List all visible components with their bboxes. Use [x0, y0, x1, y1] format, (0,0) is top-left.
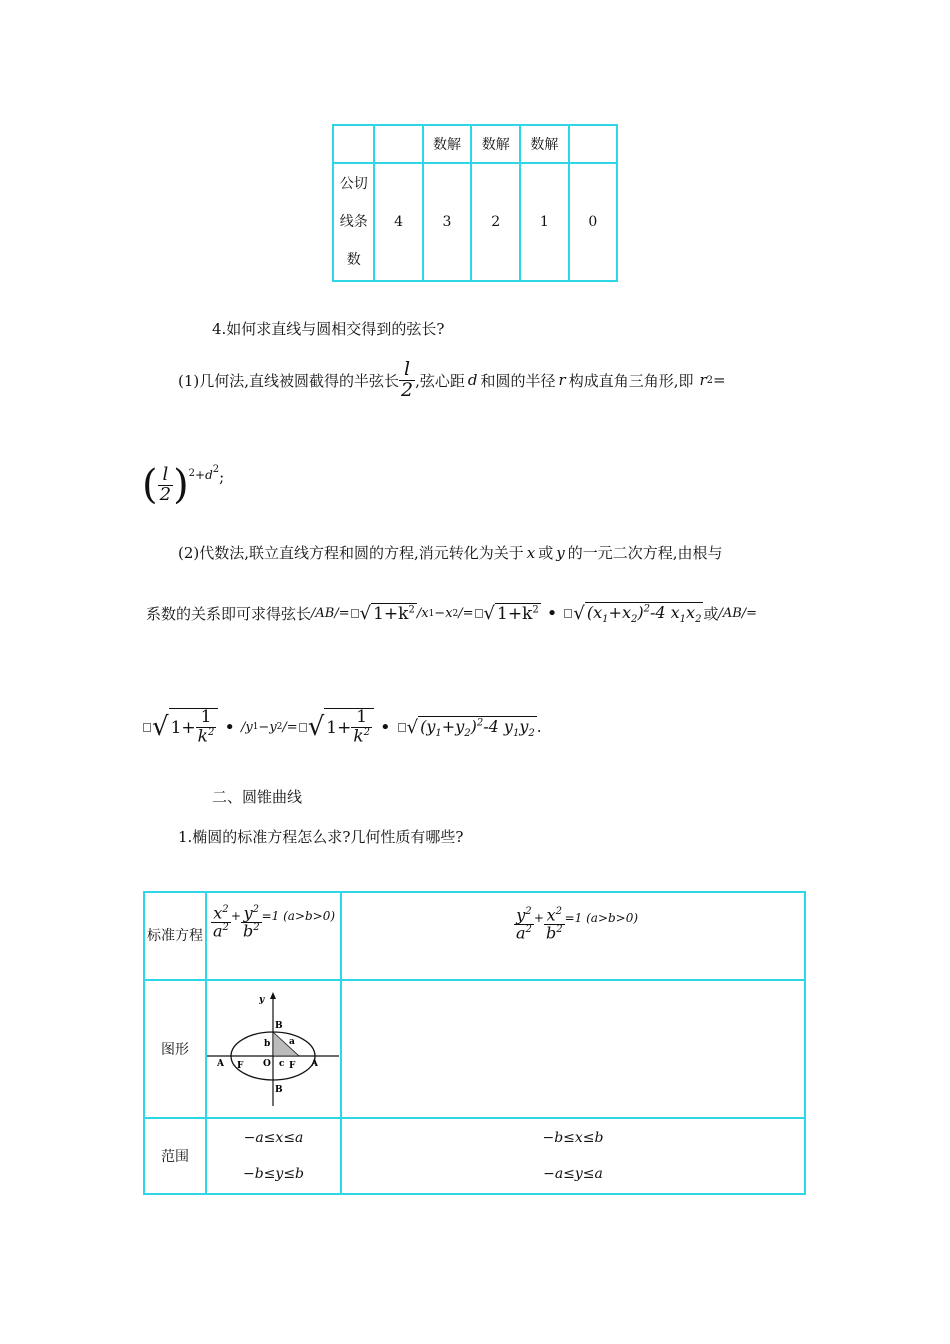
alg-line2: 系数的关系即可求得弦长	[146, 605, 312, 624]
y2-part: −y	[258, 719, 277, 735]
sup: 2	[222, 904, 229, 915]
den	[351, 728, 372, 747]
placeholder-box-icon	[299, 723, 307, 732]
radical-icon: √	[573, 603, 585, 625]
semicolon: ;	[219, 468, 225, 486]
placeholder-box-icon	[398, 723, 406, 732]
alg-text: (2)代数法,联立直线方程和圆的方程,消元转化为关于	[178, 544, 524, 562]
t: (x	[586, 603, 603, 622]
x2-over-a2	[211, 905, 231, 940]
fig-cell	[206, 980, 341, 1118]
sqrt-1-over-k2	[324, 708, 374, 746]
frac-num: l	[399, 360, 415, 381]
sup: 2	[476, 717, 484, 729]
sqrt-y-disc	[418, 716, 537, 739]
sub: 2	[528, 727, 535, 739]
row-label-line: 公切	[339, 176, 368, 192]
range-line: −a≤x≤a	[243, 1130, 304, 1146]
equals: =	[713, 371, 726, 390]
sub: 1	[252, 722, 259, 733]
sqrt-text: 1+k	[497, 604, 533, 625]
y: y	[243, 903, 253, 923]
t: -4 x	[649, 603, 680, 622]
label-b2: B	[275, 1021, 283, 1031]
dot: •	[546, 603, 558, 625]
var-r: r	[558, 371, 566, 390]
radical-icon: √	[483, 603, 496, 625]
b: b	[545, 923, 557, 943]
row-label	[333, 163, 374, 281]
t: 1+	[326, 717, 352, 738]
label-text: 图形	[161, 1042, 189, 1058]
geo-text: (1)几何法,直线被圆截得的半弦长	[178, 371, 400, 390]
row-label-line: 数	[346, 252, 361, 268]
section-title: 二、圆锥曲线	[212, 788, 303, 806]
sup: 2	[643, 603, 650, 615]
plus: +	[533, 911, 544, 925]
plus: +	[230, 909, 241, 923]
num: 1	[351, 709, 372, 728]
eq-cell-2	[341, 892, 805, 980]
t: 1+	[170, 717, 196, 738]
t: )	[637, 603, 644, 622]
k: k	[353, 726, 364, 747]
sup: 2	[706, 374, 714, 386]
var-y: y	[556, 544, 565, 562]
frac-num: l	[158, 466, 173, 486]
placeholder-box-icon	[351, 609, 359, 618]
eq1	[211, 905, 339, 940]
sub: 1	[679, 614, 687, 626]
sup: 2	[188, 468, 196, 479]
label-text: 标准方程	[147, 928, 203, 944]
t: )	[470, 716, 477, 736]
var-x: x	[526, 544, 536, 562]
l-over-2	[158, 463, 173, 505]
abs-eq: /=	[458, 606, 474, 622]
sub: 1	[435, 727, 442, 739]
label-b1: B	[275, 1085, 283, 1095]
eq-cond: =1 (a>b>0)	[261, 909, 336, 923]
sqrt-1k2	[495, 603, 541, 624]
a: a	[516, 923, 526, 943]
eq-cell-1	[206, 892, 341, 980]
frac-den: 2	[159, 483, 172, 505]
header-cell	[569, 125, 617, 163]
x2-part: −x	[434, 606, 453, 622]
geo-formula	[142, 462, 224, 508]
x: x	[546, 905, 556, 925]
r-squared: r	[699, 371, 707, 390]
label-range	[144, 1118, 206, 1194]
t: y	[519, 716, 529, 736]
sup: 2	[207, 726, 215, 738]
or-text: 或	[703, 605, 719, 624]
ellipse-figure	[207, 990, 339, 1108]
value-cell: 0	[569, 163, 617, 281]
ab-eq: /AB/=	[311, 606, 350, 622]
sup: 2	[252, 904, 259, 915]
radical-icon: √	[307, 712, 325, 743]
alg-or: 或	[538, 544, 554, 562]
range-cell-1	[206, 1118, 341, 1194]
label-o: O	[263, 1059, 271, 1069]
label-fig	[144, 980, 206, 1118]
eq-cond: =1 (a>b>0)	[564, 911, 639, 925]
sub: 2	[630, 614, 638, 626]
dot: •	[224, 716, 235, 738]
sup: 2	[363, 726, 371, 738]
t: +y	[441, 716, 465, 736]
sub: 2	[452, 608, 459, 619]
ellipse-question: 1.椭圆的标准方程怎么求?几何性质有哪些?	[178, 828, 464, 846]
y2-over-b2	[241, 905, 262, 940]
value-cell: 3	[423, 163, 472, 281]
one-over-k2	[196, 709, 217, 746]
ab-eq2: /AB/=	[718, 606, 758, 622]
header-cell	[333, 125, 374, 163]
axis-arrow-icon	[270, 992, 276, 999]
intersection-table	[332, 124, 618, 282]
sqrt-x-disc	[585, 602, 704, 625]
one-over-k2	[351, 709, 372, 746]
dot: •	[380, 716, 391, 738]
placeholder-box-icon	[475, 609, 483, 618]
radical-icon: √	[406, 716, 419, 738]
eq2	[514, 907, 803, 942]
label-f1: F	[237, 1061, 244, 1071]
sup: 2	[532, 604, 539, 616]
range-line: −a≤y≤a	[543, 1166, 603, 1182]
num: 1	[196, 709, 217, 728]
den	[196, 728, 217, 747]
value-cell: 2	[471, 163, 520, 281]
chord-formula-x	[146, 602, 757, 625]
paren-right: )	[173, 462, 189, 508]
geo-method-line	[178, 360, 726, 401]
value-cell: 4	[374, 163, 422, 281]
x: x	[213, 903, 223, 923]
label-y: y	[259, 995, 265, 1005]
label-b: b	[264, 1039, 271, 1049]
x2-over-b2	[544, 907, 565, 942]
range-cell-2	[341, 1118, 805, 1194]
ellipse-table	[143, 891, 806, 1195]
sup: 2	[222, 922, 229, 934]
label-a: a	[289, 1037, 295, 1047]
label-a2: A	[311, 1059, 318, 1069]
paren-left: (	[142, 462, 158, 508]
abs-eq: /=	[282, 719, 298, 735]
label-c: c	[279, 1059, 285, 1069]
sub: 2	[276, 722, 283, 733]
fig-cell-empty	[341, 980, 805, 1118]
a: a	[213, 921, 223, 941]
q4-title: 4.如何求直线与圆相交得到的弦长?	[212, 320, 445, 338]
t: (y	[420, 716, 436, 736]
label-a1: A	[217, 1059, 224, 1069]
y: y	[516, 905, 526, 925]
sqrt-1-over-k2	[169, 708, 219, 746]
geo-text3: 和圆的半径	[480, 371, 556, 390]
x1-part: /x	[416, 606, 429, 622]
half-chord-fraction	[399, 360, 415, 401]
sup: 2	[525, 924, 532, 936]
plus-d: +d	[195, 468, 213, 482]
radical-icon: √	[152, 712, 169, 743]
sup: 2	[556, 924, 563, 936]
frac-den: 2	[401, 378, 414, 401]
label-f2: F	[289, 1061, 296, 1071]
sqrt-1k2	[371, 603, 417, 624]
sub: 1	[512, 727, 520, 739]
sqrt-text: 1+k	[373, 604, 409, 625]
var-d: d	[467, 371, 478, 390]
placeholder-box-icon	[564, 609, 572, 618]
geo-text2: ,弦心距	[415, 371, 465, 390]
sup: 2	[212, 464, 220, 475]
y2-over-a2	[514, 907, 534, 942]
sub: 1	[428, 608, 435, 619]
y1-part: /y	[240, 719, 253, 735]
sup: 2	[525, 906, 532, 917]
header-cell: 数解	[423, 125, 472, 163]
period: .	[536, 718, 542, 737]
sub: 1	[602, 614, 609, 626]
sub: 2	[695, 614, 702, 626]
alg-text2: 的一元二次方程,由根与	[567, 544, 723, 562]
row-label-line: 线条	[339, 214, 368, 230]
sup: 2	[408, 604, 415, 616]
t: +x	[608, 603, 631, 622]
label-eq	[144, 892, 206, 980]
b: b	[242, 921, 254, 941]
placeholder-box-icon	[143, 723, 151, 732]
chord-formula-y	[142, 708, 542, 746]
header-cell: 数解	[520, 125, 569, 163]
header-cell	[374, 125, 422, 163]
sub: 2	[464, 727, 471, 739]
sup: 2	[555, 906, 562, 917]
alg-method-line	[178, 542, 723, 563]
k: k	[197, 726, 208, 747]
label-text: 范围	[161, 1149, 189, 1165]
header-cell: 数解	[471, 125, 520, 163]
range-line: −b≤x≤b	[542, 1130, 604, 1146]
range-line: −b≤y≤b	[242, 1166, 305, 1182]
value-cell: 1	[520, 163, 569, 281]
t: -4 y	[483, 716, 513, 736]
radical-icon: √	[359, 603, 372, 625]
geo-text4: 构成直角三角形,即	[568, 371, 694, 390]
t: x	[686, 603, 696, 622]
sup: 2	[253, 922, 260, 934]
